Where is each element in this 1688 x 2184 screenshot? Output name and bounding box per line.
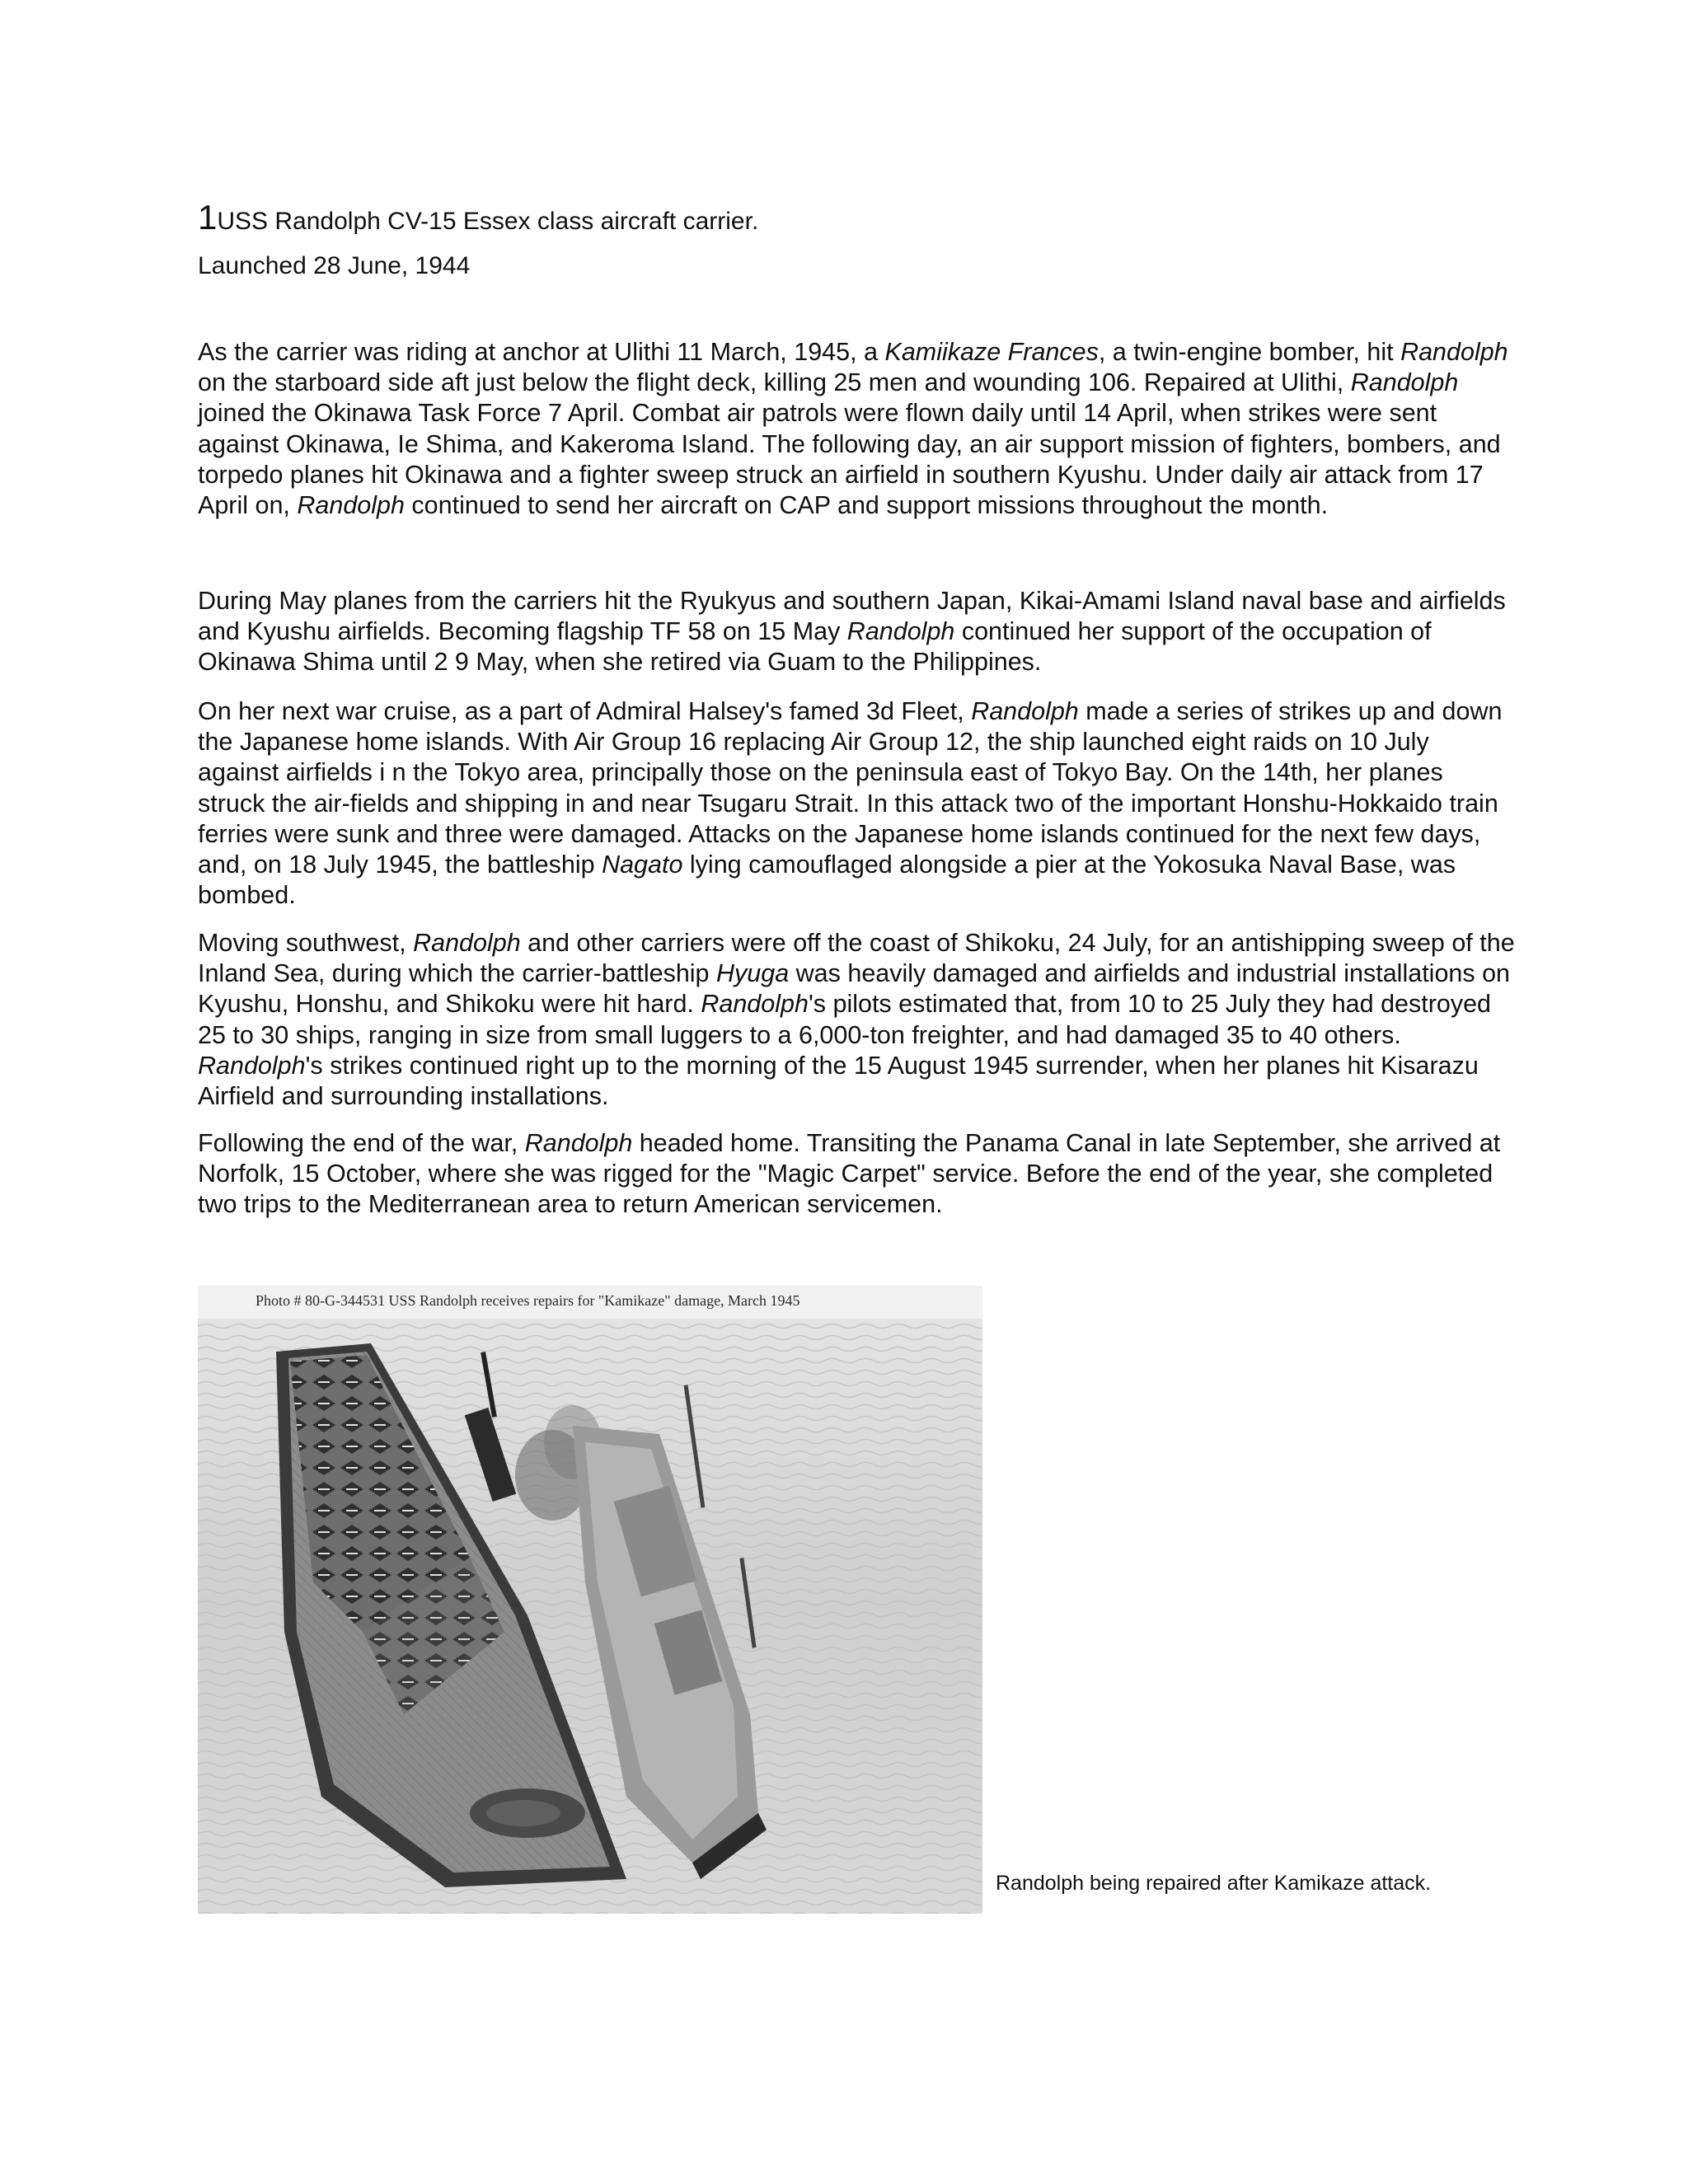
photo-caption: Randolph being repaired after Kamikaze attack. xyxy=(996,1872,1432,1895)
text-run: During May planes from the carriers hit the Ryukyus and southern Japan, Kikai-Amami Island naval base and airfields and Kyushu airfields. Becoming flagship TF 58 on 15 May xyxy=(198,587,1506,646)
text-run: and other carriers were off the coast of Shikoku, 24 July, for an antishipping sweep of the Inland Sea, during which the carrier-battleship xyxy=(198,929,1515,988)
italic-run: Randolph xyxy=(297,491,405,520)
paragraph-1 xyxy=(198,337,1517,521)
italic-run: Randolph xyxy=(701,990,809,1019)
photo-top-caption: Photo # 80-G-344531 USS Randolph receives repairs for "Kamikaze" damage, March 1945 xyxy=(256,1292,800,1309)
text-run: As the carrier was riding at anchor at Ulithi 11 March, 1945, a xyxy=(198,338,885,366)
text-run: on the starboard side aft just below the flight deck, killing 25 men and wounding 106. Repaired at Ulithi, xyxy=(198,368,1351,397)
text-run: , a twin-engine bomber, hit xyxy=(1098,338,1401,366)
paragraph-4 xyxy=(198,928,1517,1112)
italic-run: Nagato xyxy=(602,851,683,879)
italic-run: Randolph xyxy=(413,929,521,957)
text-run: continued her support of the occupation of Okinawa Shima until 2 9 May, when she retired via Guam to the Philippines. xyxy=(198,617,1432,677)
text-run: made a series of strikes up and down the Japanese home islands. With Air Group 16 replacing Air Group 12, the ship launched eight raids on 10 July against airfields i n the Tokyo area, principally those on the peninsula east of Tokyo Bay. On the 14th, her planes struck the air-fields and shipping in and near Tsugaru Strait. In this attack two of the important Honshu-Hokkaido train ferries were sunk and three were damaged. Attacks on the Japanese home islands continued for the next few days, and, on 18 July 1945, the battleship xyxy=(198,697,1503,879)
text-run: headed home. Transiting the Panama Canal in late September, she arrived at Norfolk, 15 October, where she was rigged for the "Magic Carpet" service. Before the end of the year, she completed two trips to the Mediterranean area to return American servicemen. xyxy=(198,1129,1501,1219)
text-run: Following the end of the war, xyxy=(198,1129,525,1157)
paragraph-2 xyxy=(198,586,1517,678)
text-run: 's strikes continued right up to the morning of the 15 August 1945 surrender, when her planes hit Kisarazu Airfield and surrounding installations. xyxy=(198,1051,1479,1111)
text-run: continued to send her aircraft on CAP and support missions throughout the month. xyxy=(404,491,1329,520)
italic-run: Randolph xyxy=(1350,368,1459,397)
text-run: joined the Okinawa Task Force 7 April. Combat air patrols were flown daily until 14 April, when strikes were sent against Okinawa, Ie Shima, and Kakeroma Island. The following day, an air support mission of fighters, bombers, and torpedo planes hit Okinawa and a fighter sweep struck an airfield in southern Kyushu. Under daily air attack from 17 April on, xyxy=(198,399,1501,520)
italic-run: Randolph xyxy=(198,1051,306,1080)
italic-run: Randolph xyxy=(971,697,1079,725)
carrier-photo-illustration xyxy=(198,1286,982,1914)
title-text: USS Randolph CV-15 Essex class aircraft carrier. xyxy=(217,208,759,235)
carrier-photo xyxy=(198,1286,982,1914)
paragraph-5 xyxy=(198,1128,1517,1221)
text-run: 's pilots estimated that, from 10 to 25 July they had destroyed 25 to 30 ships, ranging in size from small luggers to a 6,000-ton freighter, and had damaged 35 to 40 others. xyxy=(198,990,1492,1049)
italic-run: Hyuga xyxy=(716,959,790,988)
paragraph-3 xyxy=(198,696,1517,911)
text-run: On her next war cruise, as a part of Admiral Halsey's famed 3d Fleet, xyxy=(198,697,972,725)
text-run: Moving southwest, xyxy=(198,929,414,957)
page-number: 1 xyxy=(198,198,218,237)
italic-run: Randolph xyxy=(1400,338,1508,366)
italic-run: Randolph xyxy=(846,617,955,646)
text-run: lying camouflaged alongside a pier at the Yokosuka Naval Base, was bombed. xyxy=(198,851,1456,910)
text-run: was heavily damaged and airfields and industrial installations on Kyushu, Honshu, and Shikoku were hit hard. xyxy=(198,959,1511,1019)
launch-date-line: Launched 28 June, 1944 xyxy=(198,252,471,279)
document-title xyxy=(198,198,759,237)
italic-run: Randolph xyxy=(524,1129,633,1157)
italic-run: Kamiikaze Frances xyxy=(884,338,1099,366)
